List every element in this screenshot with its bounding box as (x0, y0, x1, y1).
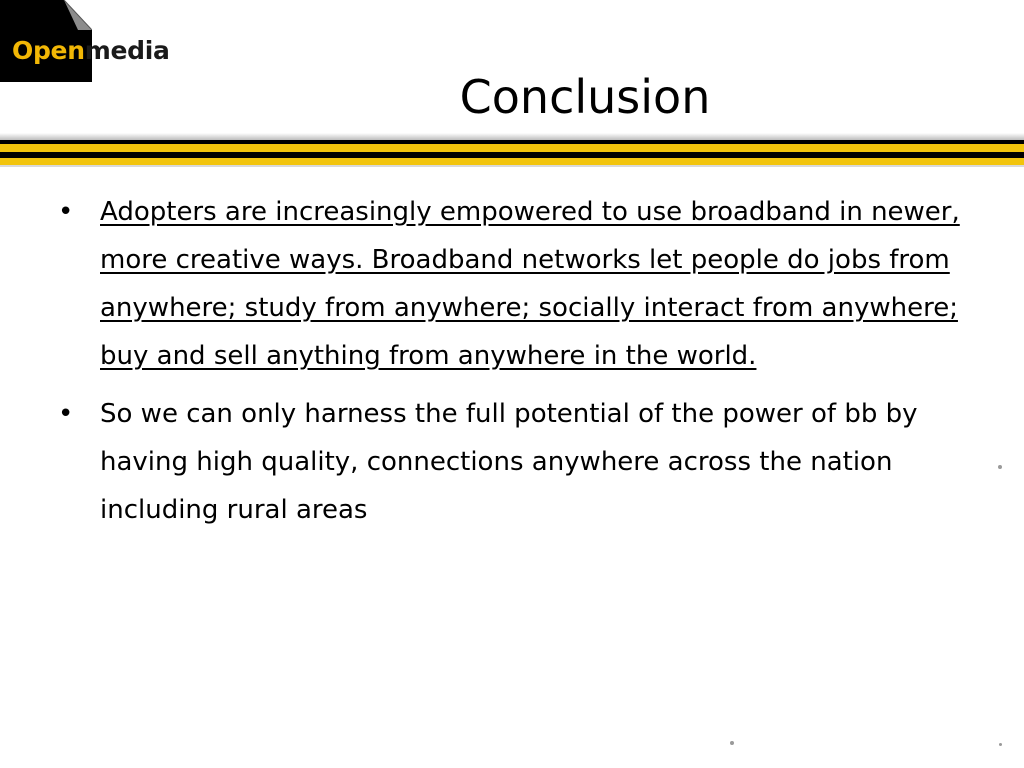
bullet-text-1: Adopters are increasingly empowered to use broadband in newer, more creative ways. Broadband networks let people do jobs from anywhere; study from anywhere; socially interact from anywhere; buy and sell anything from anywhere in the world. (100, 197, 960, 371)
openmedia-logo (0, 0, 182, 82)
logo-text (12, 36, 170, 66)
bullet-text-2: So we can only harness the full potential of the power of bb by having high quality, connections anywhere across the nation including rural areas (100, 399, 918, 525)
bullet-list (58, 188, 978, 544)
decorative-speck (998, 465, 1002, 469)
slide-title: Conclusion (459, 70, 711, 124)
logo-text-media: media (84, 36, 170, 65)
logo-page-curl-icon (56, 0, 92, 30)
bullet-item-1 (58, 188, 978, 380)
bullet-item-2 (58, 390, 978, 534)
decorative-speck (730, 741, 734, 745)
decorative-speck (999, 743, 1002, 746)
header-stripe-divider (0, 133, 1024, 171)
logo-text-open: Open (12, 36, 85, 65)
bullet-marker: • (58, 197, 74, 227)
bullet-marker: • (58, 399, 74, 429)
